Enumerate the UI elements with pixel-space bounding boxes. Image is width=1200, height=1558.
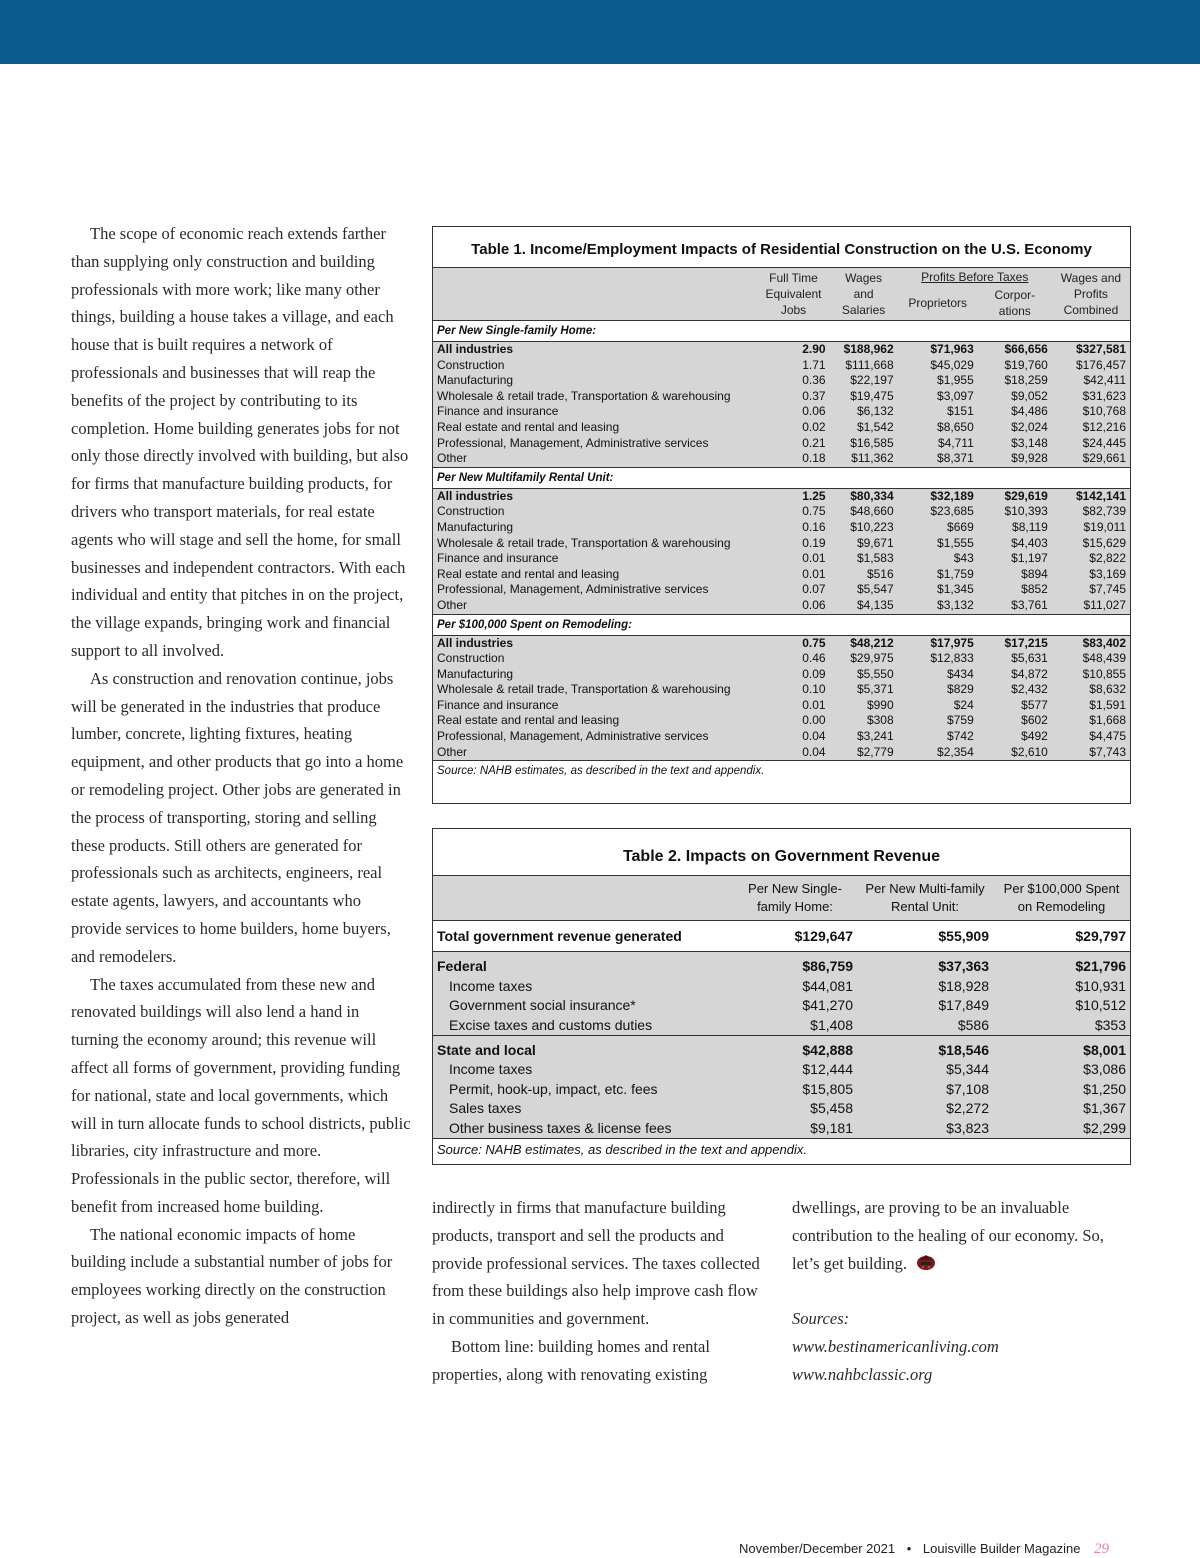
cell-value: $48,660 [850,504,894,519]
cell-value: $24,445 [1082,435,1126,450]
magazine-name: Louisville Builder Magazine [922,1541,1081,1556]
cell-value: $2,354 [937,744,974,759]
row-label: Income taxes [449,977,533,994]
cell-value: $9,181 [810,1119,853,1136]
cell-value: $11,362 [851,451,894,466]
cell-value: 0.06 [802,404,826,419]
table-row [433,976,1130,996]
cell-value: $1,367 [1083,1100,1126,1117]
table-row [433,635,1130,651]
table-group-row [433,952,1130,977]
row-label: Other [437,744,468,759]
cell-value: $10,768 [1082,404,1126,419]
cell-value: $5,550 [856,666,894,681]
cell-value: $2,272 [946,1100,989,1117]
table1-section-heading [433,614,1130,635]
row-label: All industries [437,488,514,503]
cell-value: $41,270 [802,997,853,1014]
paragraph: Bottom line: building homes and rental properties, along with renovating existing [432,1336,710,1384]
table-row [433,1079,1130,1099]
cell-value: $353 [1094,1016,1126,1033]
cell-value: $7,743 [1089,744,1126,759]
cell-value: 0.10 [802,682,826,697]
cell-value: $9,928 [1011,451,1048,466]
row-label: Other business taxes & license fees [449,1119,672,1136]
cell-value: $151 [947,404,974,419]
row-label: All industries [437,635,514,650]
header-single-family: Per New Single- family Home: [748,881,842,914]
source-note: Source: NAHB estimates, as described in the text and appendix. [433,761,1130,782]
table-row [433,1015,1130,1035]
row-label: Other [437,597,468,612]
article-column-3 [792,1194,1132,1389]
cell-value: 0.19 [802,535,826,550]
cell-value: $829 [947,682,974,697]
cell-value: $8,632 [1089,682,1126,697]
cell-value: 0.37 [802,388,826,403]
paragraph: The taxes accumulated from these new and renovated buildings will also lend a hand in turning the economy around; this revenue will affect all forms of government, providing funding for national, state and local governments, which will in turn allocate funds to school districts, public libraries, city infrastructure and more. Professionals in the public sector, therefore, will benefit from increased home building. [71,974,411,1216]
cell-value: $2,779 [856,744,894,759]
section-title: Per New Single-family Home: [433,321,1130,342]
table-row [433,598,1130,614]
cell-value: $176,457 [1075,357,1126,372]
cell-value: 0.09 [802,666,826,681]
row-label: Wholesale & retail trade, Transportation & warehousing [437,388,731,403]
table-row [433,996,1130,1016]
cell-value: $83,402 [1082,635,1126,650]
cell-value: $852 [1021,582,1048,597]
cell-value: $82,739 [1082,504,1126,519]
cell-value: $5,547 [856,582,894,597]
cell-value: 0.07 [802,582,826,597]
cell-value: 0.36 [802,373,826,388]
article-column-2 [432,1194,772,1389]
section-title: Per $100,000 Spent on Remodeling: [433,614,1130,635]
cell-value: $308 [866,713,894,728]
cell-value: $669 [947,519,974,534]
article-column-1 [71,220,411,1332]
cell-value: 0.00 [802,713,826,728]
table-row [433,504,1130,520]
cell-value: $29,975 [850,651,894,666]
table-row [433,1118,1130,1138]
cell-value: $4,872 [1011,666,1048,681]
cell-value: $29,619 [1004,488,1048,503]
cell-value: $894 [1021,566,1048,581]
cell-value: 0.02 [802,419,826,434]
table-row [433,373,1130,389]
footer-bullet: • [906,1541,912,1556]
cell-value: 0.16 [802,519,826,534]
closing-paragraph [792,1194,1132,1277]
row-label: Manufacturing [437,666,514,681]
cell-value: $3,148 [1011,435,1048,450]
paragraph: The national economic impacts of home building include a substantial number of jobs for employees working directly on the construction project, as well as jobs generated [71,1224,393,1328]
cell-value: 0.01 [802,566,826,581]
page-number: 29 [1094,1541,1110,1557]
cell-value: $15,629 [1082,535,1126,550]
cell-value: $3,169 [1089,566,1126,581]
header-wages: Wages and Salaries [841,271,886,317]
cell-value: $3,132 [937,597,974,612]
row-label: Construction [437,357,505,372]
cell-value: 1.71 [802,357,826,372]
row-label: Manufacturing [437,373,514,388]
cell-value: $18,259 [1004,373,1048,388]
table-income-employment-impacts [432,226,1131,804]
table-row [433,436,1130,452]
cell-value: $2,610 [1011,744,1048,759]
cell-value: $7,108 [946,1080,989,1097]
cell-value: $5,344 [946,1061,989,1078]
table-row [433,451,1130,467]
header-proprietors: Proprietors [908,295,968,310]
cell-value: $3,241 [856,729,894,744]
cell-value: $4,403 [1011,535,1048,550]
cell-value: $6,132 [856,404,894,419]
cell-value: $29,661 [1082,451,1126,466]
cell-value: $759 [947,713,974,728]
cell-value: $990 [866,697,894,712]
table-row [433,713,1130,729]
cell-value: 1.25 [802,488,826,503]
cell-value: $37,363 [938,958,989,974]
row-label: Income taxes [449,1061,533,1078]
row-label: Real estate and rental and leasing [437,419,620,434]
header-banner [0,0,1200,64]
table-row [433,536,1130,552]
sources-block [792,1305,1132,1388]
row-label: Professional, Management, Administrative services [437,582,709,597]
header-combined: Wages and Profits Combined [1060,271,1122,317]
cell-value: $129,647 [733,921,857,952]
header-jobs: Full Time Equivalent Jobs [765,271,822,317]
cell-value: 0.06 [802,597,826,612]
table1-section-heading [433,321,1130,342]
row-label: Real estate and rental and leasing [437,566,620,581]
cell-value: $2,024 [1011,419,1048,434]
cell-value: $15,805 [802,1080,853,1097]
cell-value: $11,027 [1083,597,1126,612]
cell-value: $4,475 [1089,729,1126,744]
header-corporations: Corpor- ations [994,287,1036,318]
page-footer [739,1541,1109,1558]
cell-value: $4,711 [937,435,974,450]
cell-value: $2,432 [1011,682,1048,697]
cell-value: $8,119 [1012,519,1048,534]
row-label: Sales taxes [449,1100,522,1117]
table-group-row [433,1035,1130,1060]
cell-value: $21,796 [1075,958,1126,974]
row-label: Professional, Management, Administrative services [437,729,709,744]
cell-value: $9,052 [1011,388,1048,403]
table2-grid [433,876,1130,1161]
row-label: Finance and insurance [437,697,559,712]
cell-value: $42,888 [733,1035,857,1060]
cell-value: $111,668 [845,357,894,372]
cell-value: $9,671 [856,535,894,550]
row-label: Total government revenue generated [433,921,733,952]
row-label: State and local [433,1035,733,1060]
table-row [433,651,1130,667]
cell-value: $12,833 [930,651,974,666]
table2-header [433,876,1130,921]
cell-value: $1,197 [1011,551,1048,566]
row-label: Government social insurance* [449,997,636,1014]
cell-value: $434 [947,666,974,681]
table1-header [433,268,1130,285]
cell-value: $742 [947,729,974,744]
end-mark-icon [915,1254,937,1271]
cell-value: 0.01 [802,697,826,712]
cell-value: $492 [1021,729,1048,744]
cell-value: $1,345 [937,582,974,597]
cell-value: $42,411 [1083,373,1126,388]
cell-value: $18,546 [857,1035,993,1060]
paragraph: The scope of economic reach extends farther than supplying only construction and building professionals with more work; like many other things, building a house takes a village, and each house that is built requires a network of professionals and businesses that will reap the benefits of the project by contributing to its completion. Home building generates jobs for not only those directly involved with building, but also for firms that manufacture building products, for drivers who transport materials, for real estate agents who will stage and sell the home, for small businesses and independent contractors. With each individual and entity that pitches in on the project, the village expands, bringing work and financial support to all involved. [71,224,409,660]
row-label: Real estate and rental and leasing [437,713,620,728]
cell-value: $3,761 [1011,597,1048,612]
cell-value: $516 [866,566,894,581]
cell-value: $10,393 [1004,504,1048,519]
cell-value: $577 [1021,697,1048,712]
cell-value: $17,215 [1004,635,1048,650]
cell-value: $31,623 [1082,388,1126,403]
row-label: Permit, hook-up, impact, etc. fees [449,1080,658,1097]
table1-section-heading [433,467,1130,488]
cell-value: $19,475 [850,388,894,403]
table-row [433,582,1130,598]
cell-value: $1,408 [810,1016,853,1033]
cell-value: $24 [953,697,974,712]
cell-value: $142,141 [1075,488,1126,503]
cell-value: 0.21 [802,435,826,450]
cell-value: $17,849 [938,997,989,1014]
cell-value: $327,581 [1075,342,1126,356]
cell-value: $8,371 [937,451,974,466]
section-title: Per New Multifamily Rental Unit: [433,467,1130,488]
cell-value: $3,097 [937,388,974,403]
cell-value: $5,631 [1011,651,1048,666]
cell-value: $602 [1021,713,1048,728]
cell-value: $71,963 [930,342,974,356]
row-label: Other [437,451,468,466]
cell-value: $8,650 [937,419,974,434]
cell-value: 0.18 [802,451,826,466]
table-row [433,729,1130,745]
cell-value: $2,299 [1083,1119,1126,1136]
row-label: Professional, Management, Administrative services [437,435,709,450]
cell-value: $1,542 [856,419,894,434]
cell-value: $10,855 [1082,666,1126,681]
cell-value: $3,086 [1083,1061,1126,1078]
header-remodeling: Per $100,000 Spent on Remodeling [1003,881,1120,914]
cell-value: $7,745 [1089,582,1126,597]
table-row [433,551,1130,567]
row-label: All industries [437,342,514,356]
table-source [433,1138,1130,1161]
row-label: Finance and insurance [437,404,559,419]
row-label: Finance and insurance [437,551,559,566]
table-row [433,404,1130,420]
cell-value: $5,371 [856,682,894,697]
table-row [433,342,1130,358]
table-row [433,520,1130,536]
cell-value: $12,216 [1082,419,1126,434]
cell-value: $10,512 [1075,997,1126,1014]
cell-value: $16,585 [850,435,894,450]
table-row [433,1099,1130,1119]
table-source [433,761,1130,782]
cell-value: $19,760 [1004,357,1048,372]
cell-value: 0.46 [802,651,826,666]
row-label: Wholesale & retail trade, Transportation & warehousing [437,535,731,550]
row-label: Federal [437,958,487,974]
table-row [433,358,1130,374]
cell-value: $4,486 [1011,404,1048,419]
table-row [433,745,1130,761]
cell-value: $44,081 [802,977,853,994]
table-row [433,667,1130,683]
cell-value: $1,591 [1089,697,1126,712]
table-row [433,682,1130,698]
table-row [433,389,1130,405]
cell-value: $66,656 [1004,342,1048,356]
table-title: Table 1. Income/Employment Impacts of Residential Construction on the U.S. Economy [433,227,1130,268]
cell-value: $1,555 [937,535,974,550]
table-total-row [433,921,1130,952]
table-row [433,567,1130,583]
table1-grid [433,268,1130,781]
paragraph: As construction and renovation continue, jobs will be generated in the industries that produce lumber, concrete, lighting fixtures, heating equipment, and other products that go into a home or remodeling project. Other jobs are generated in the process of transporting, storing and selling these products. Still others are generated for professionals such as architects, engineers, real estate agents, lawyers, and accountants who provide services to home builders, home buyers, and remodelers. [71,668,404,966]
cell-value: $48,212 [850,635,894,650]
cell-value: $12,444 [802,1061,853,1078]
table-row [433,420,1130,436]
cell-value: $1,583 [856,551,894,566]
cell-value: $48,439 [1082,651,1126,666]
row-label: Construction [437,504,505,519]
cell-value: $1,668 [1089,713,1126,728]
cell-value: $43 [953,551,974,566]
cell-value: 2.90 [802,342,826,356]
sources-label: Sources: [792,1309,850,1329]
table-government-revenue [432,828,1131,1165]
row-label: Manufacturing [437,519,514,534]
cell-value: $80,334 [850,488,894,503]
row-label: Wholesale & retail trade, Transportation & warehousing [437,682,731,697]
cell-value: $5,458 [810,1100,853,1117]
header-multi-family: Per New Multi-family Rental Unit: [865,881,985,914]
table-row [433,698,1130,714]
source-link[interactable]: www.nahbclassic.org [792,1364,933,1384]
table-row [433,1060,1130,1080]
source-link[interactable]: www.bestinamericanliving.com [792,1336,999,1356]
cell-value: $32,189 [930,488,974,503]
cell-value: 0.04 [802,729,826,744]
row-label: Excise taxes and customs duties [449,1016,653,1033]
cell-value: $23,685 [930,504,974,519]
header-profits-group: Profits Before Taxes [921,269,1029,284]
cell-value: $17,975 [930,635,974,650]
cell-value: $22,197 [850,373,894,388]
cell-value: $29,797 [993,921,1130,952]
table-title: Table 2. Impacts on Government Revenue [433,829,1130,876]
cell-value: 0.75 [802,635,826,650]
cell-value: $10,223 [850,519,894,534]
cell-value: $4,135 [856,597,894,612]
cell-value: $188,962 [843,342,894,356]
cell-value: $1,759 [937,566,974,581]
cell-value: $2,822 [1089,551,1126,566]
cell-value: $1,250 [1083,1080,1126,1097]
row-label: Construction [437,651,505,666]
closing-text: dwellings, are proving to be an invaluable contribution to the healing of our economy. So, let’s get building. [792,1198,1104,1273]
cell-value: $19,011 [1083,519,1126,534]
cell-value: $55,909 [857,921,993,952]
cell-value: $18,928 [938,977,989,994]
cell-value: $10,931 [1075,977,1126,994]
cell-value: $1,955 [937,373,974,388]
cell-value: $3,823 [946,1119,989,1136]
source-note: Source: NAHB estimates, as described in the text and appendix. [433,1138,1130,1161]
cell-value: 0.75 [802,504,826,519]
cell-value: 0.04 [802,744,826,759]
cell-value: 0.01 [802,551,826,566]
cell-value: $586 [957,1016,989,1033]
issue-date: November/December 2021 [739,1541,896,1556]
paragraph: indirectly in firms that manufacture building products, transport and sell the products and provide professional services. The taxes collected from these buildings also help improve cash flow in communities and government. [432,1198,760,1329]
table-row [433,488,1130,504]
cell-value: $45,029 [930,357,974,372]
cell-value: $86,759 [802,958,853,974]
cell-value: $8,001 [993,1035,1130,1060]
